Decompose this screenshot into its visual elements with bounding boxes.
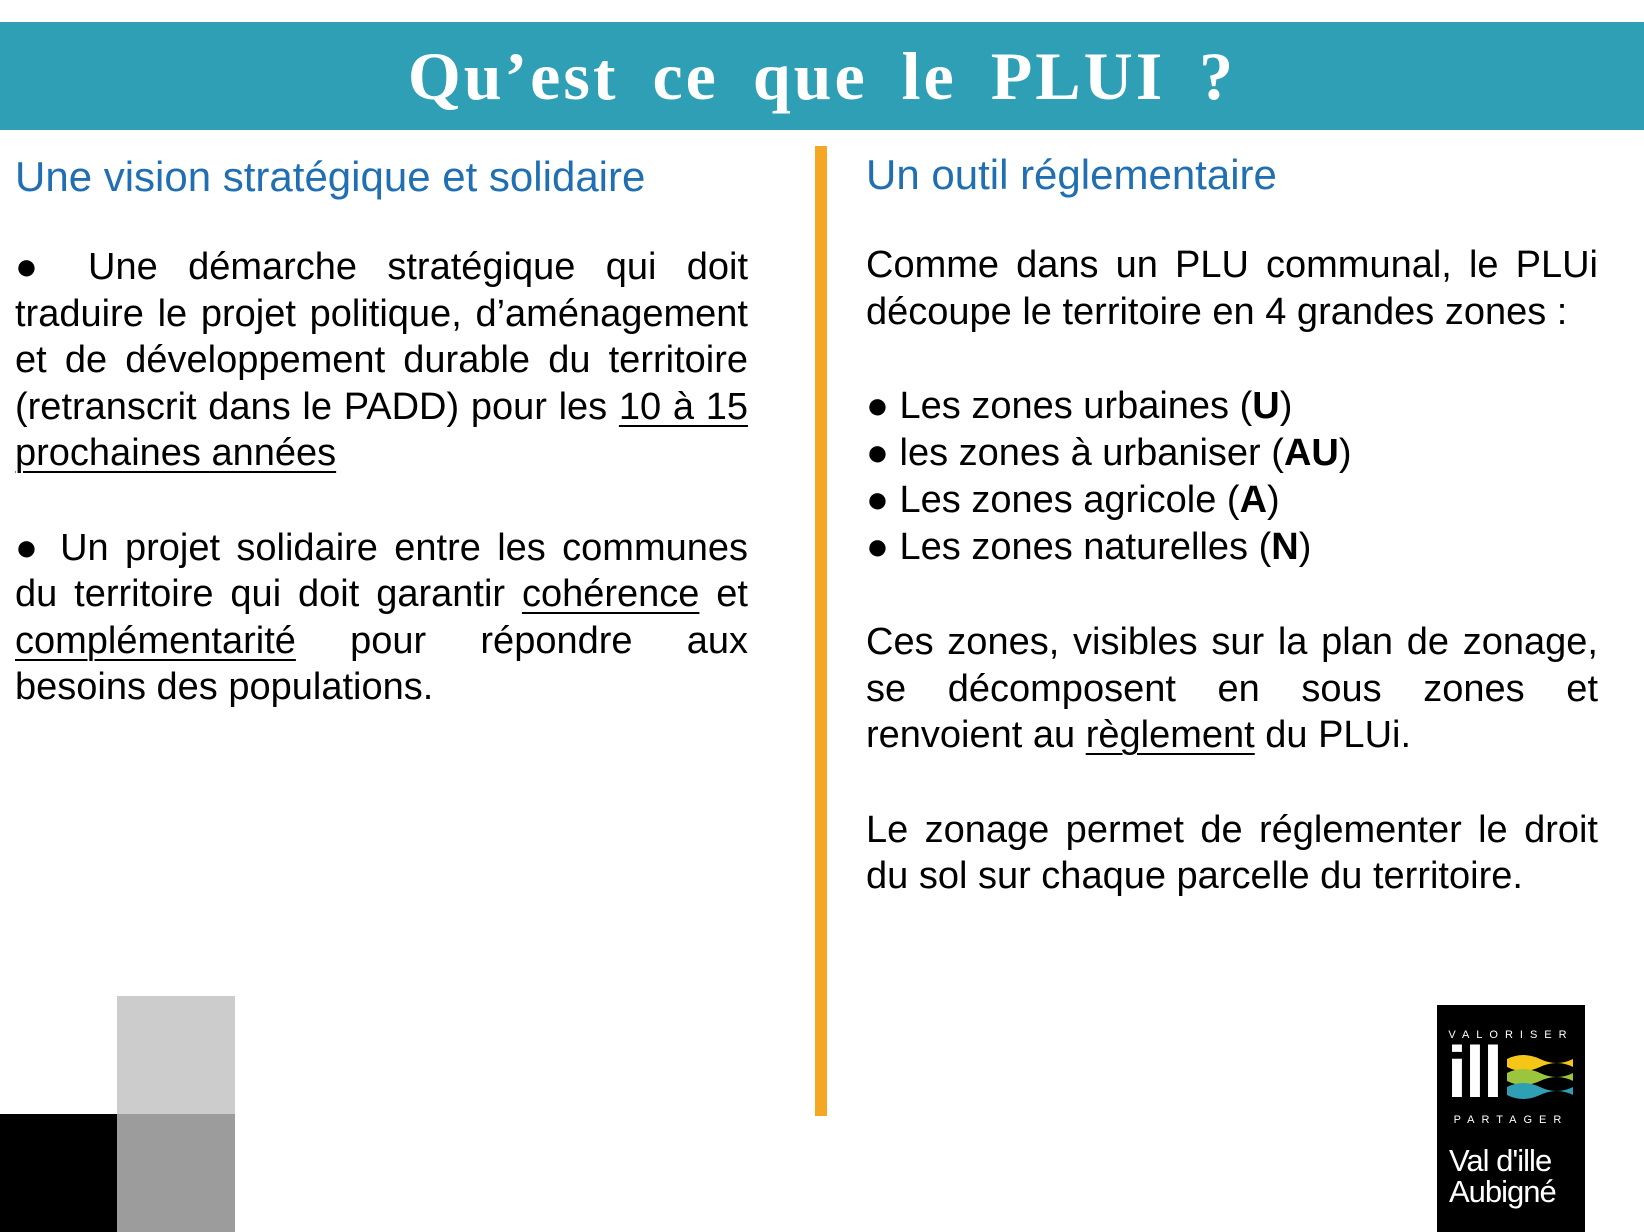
title-banner (0, 22, 1644, 130)
right-column (866, 150, 1598, 900)
decor-square-gray (117, 1114, 235, 1232)
zones-list (866, 383, 1598, 571)
left-p2-mid: et (699, 573, 748, 615)
list-item: ● Les zones naturelles (N) (866, 526, 1312, 568)
logo-tagline-bottom: PARTAGER (1453, 1114, 1569, 1126)
left-p2-underlined-2: complémentarité (15, 619, 296, 662)
right-heading: Un outil réglementaire (866, 151, 1277, 198)
val-dille-logo (1437, 1005, 1585, 1232)
left-p2-text: ● Un projet solidaire entre les communes du territoire qui doit garantir (15, 526, 748, 615)
logo-name (1449, 1145, 1556, 1207)
right-paragraph-3: Le zonage permet de réglementer le droit du sol sur chaque parcelle du territoire. (866, 808, 1598, 897)
left-p2-underlined-1: cohérence (521, 573, 700, 615)
right-intro: Comme dans un PLU communal, le PLUi découpe le territoire en 4 grandes zones : (866, 244, 1598, 333)
logo-name-line-1: Val d'ille (1449, 1143, 1552, 1178)
list-item: ● les zones à urbaniser (AU) (866, 432, 1352, 474)
left-p1-text: ● Une démarche stratégique qui doit traduire le projet politique, d’aménagement et de développement durable du territoire (retranscrit dans le PADD) pour les (15, 246, 748, 428)
right-p2-underlined: règlement (1085, 714, 1255, 756)
logo-name-line-2: Aubigné (1449, 1174, 1556, 1209)
left-p1-underlined: 10 à 15 prochaines années (15, 385, 748, 474)
waves-icon (1505, 1049, 1575, 1109)
decor-square-light (117, 996, 235, 1114)
logo-tagline-top: VALORISER (1448, 1029, 1574, 1041)
list-item: ● Les zones urbaines (U) (866, 385, 1293, 427)
column-divider (815, 146, 827, 1116)
left-column (15, 152, 748, 711)
left-paragraph-2 (15, 525, 748, 711)
left-p2-after: pour répondre aux besoins des populations. (15, 619, 748, 708)
logo-mark: ill (1447, 1033, 1502, 1113)
list-item: ● Les zones agricole (A) (866, 479, 1280, 521)
right-paragraph-2: Ces zones, visibles sur la plan de zonage, se décomposent en sous zones et renvoient au règlement du PLUi. (866, 621, 1598, 756)
decor-square-black (0, 1114, 117, 1232)
page-title: Qu’est ce que le PLUI ? (407, 38, 1237, 114)
left-paragraph-1 (15, 244, 748, 477)
left-heading: Une vision stratégique et solidaire (15, 153, 646, 200)
